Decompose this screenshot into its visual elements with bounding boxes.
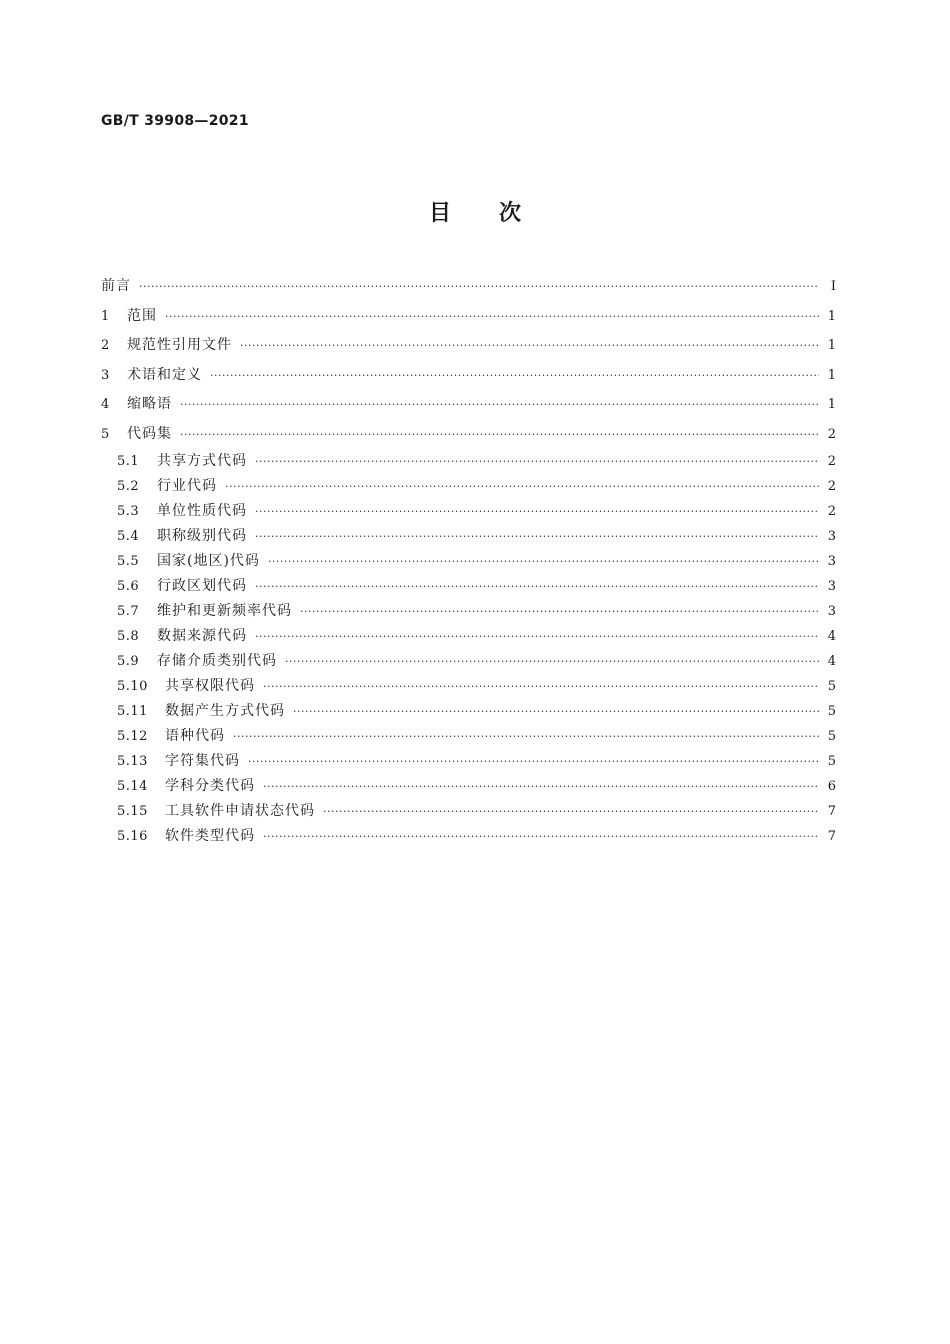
toc-entry-page: 4: [827, 629, 837, 644]
toc-entry-label: 共享权限代码: [165, 678, 255, 694]
standard-code: GB/T 39908—2021: [101, 113, 249, 129]
toc-entry-label: 数据来源代码: [157, 628, 247, 644]
dot-leader: [255, 624, 819, 649]
toc-entry-label: 学科分类代码: [165, 778, 255, 794]
toc-entry[interactable]: [101, 624, 837, 649]
toc-entry-number: 5.9: [117, 654, 140, 669]
toc-entry[interactable]: [101, 272, 837, 302]
toc-entry-page: 5: [827, 729, 837, 744]
dot-leader: [255, 574, 819, 599]
toc-entry-page: 1: [827, 367, 837, 383]
toc-entry-page: 5: [827, 679, 837, 694]
dot-leader: [180, 420, 819, 450]
toc-entry[interactable]: [101, 699, 837, 724]
dot-leader: [263, 774, 819, 799]
dot-leader: [233, 724, 819, 749]
toc-entry-page: 1: [827, 397, 837, 412]
toc-entry-label: 工具软件申请状态代码: [165, 803, 315, 819]
dot-leader: [240, 331, 819, 361]
toc-entry[interactable]: [101, 499, 837, 524]
toc-entry[interactable]: [101, 724, 837, 749]
toc-entry-label: 行政区划代码: [157, 578, 247, 594]
dot-leader: [210, 361, 819, 391]
toc-entry-number: 4: [101, 397, 110, 412]
toc-entry-page: 4: [827, 654, 837, 669]
toc-entry-label: 国家(地区)代码: [157, 553, 260, 569]
toc-entry-label: 字符集代码: [165, 753, 240, 769]
toc-entry-number: 5.16: [117, 829, 148, 844]
toc-entry-page: 7: [827, 804, 837, 819]
toc-entry[interactable]: [101, 524, 837, 549]
toc-entry[interactable]: [101, 749, 837, 774]
toc-entry-label: 语种代码: [165, 728, 225, 744]
toc-entry[interactable]: [101, 549, 837, 574]
toc-entry[interactable]: [101, 361, 837, 391]
dot-leader: [300, 599, 819, 624]
dot-leader: [268, 549, 819, 574]
toc-entry[interactable]: [101, 649, 837, 674]
toc-entry-page: 1: [827, 308, 837, 324]
toc-entry-number: 5.7: [117, 604, 140, 619]
toc-entry-number: 5.5: [117, 554, 140, 569]
toc-entry[interactable]: [101, 449, 837, 474]
toc-entry-page: 3: [827, 554, 837, 569]
dot-leader: [255, 449, 819, 474]
table-of-contents: [101, 272, 837, 849]
toc-entry-number: 5.12: [117, 729, 148, 744]
toc-entry-label: 维护和更新频率代码: [157, 603, 292, 619]
toc-entry[interactable]: [101, 599, 837, 624]
toc-entry-label: 职称级别代码: [157, 528, 247, 544]
dot-leader: [255, 499, 819, 524]
dot-leader: [139, 272, 819, 302]
toc-entry-page: 7: [827, 829, 837, 844]
toc-entry-label: 缩略语: [127, 396, 172, 412]
toc-entry-label: 存储介质类别代码: [157, 653, 277, 669]
toc-entry-number: 5.11: [117, 704, 148, 719]
toc-entry-label: 术语和定义: [127, 366, 202, 383]
dot-leader: [180, 390, 819, 420]
toc-entry-label: 前言: [101, 278, 131, 294]
toc-entry-page: 2: [827, 504, 837, 519]
toc-entry-number: 5.13: [117, 754, 148, 769]
toc-entry-label: 软件类型代码: [165, 828, 255, 844]
toc-entry-page: 2: [827, 454, 837, 469]
toc-entry[interactable]: [101, 774, 837, 799]
dot-leader: [255, 524, 819, 549]
toc-entry[interactable]: [101, 474, 837, 499]
dot-leader: [225, 474, 819, 499]
toc-entry-label: 行业代码: [157, 478, 217, 494]
toc-entry[interactable]: [101, 331, 837, 361]
toc-entry-number: 5.2: [117, 479, 140, 494]
toc-entry-label: 共享方式代码: [157, 453, 247, 469]
toc-entry-number: 5.3: [117, 504, 140, 519]
toc-entry[interactable]: [101, 799, 837, 824]
toc-entry-number: 5.15: [117, 804, 148, 819]
toc-entry-number: 5.10: [117, 679, 148, 694]
toc-entry[interactable]: [101, 674, 837, 699]
toc-entry-label: 范围: [127, 307, 157, 324]
dot-leader: [285, 649, 819, 674]
toc-entry-label: 规范性引用文件: [127, 337, 232, 353]
toc-entry[interactable]: [101, 574, 837, 599]
toc-entry-page: 5: [827, 754, 837, 769]
dot-leader: [248, 749, 819, 774]
toc-entry-page: 1: [827, 338, 837, 353]
toc-entry[interactable]: [101, 420, 837, 450]
toc-entry-number: 2: [101, 338, 110, 353]
toc-entry[interactable]: [101, 824, 837, 849]
toc-entry-number: 5.8: [117, 629, 140, 644]
toc-entry[interactable]: [101, 302, 837, 332]
toc-entry-page: 3: [827, 604, 837, 619]
toc-entry-page: Ⅰ: [830, 279, 837, 294]
dot-leader: [323, 799, 819, 824]
toc-entry-label: 数据产生方式代码: [165, 703, 285, 719]
toc-entry-number: 5: [101, 426, 110, 442]
dot-leader: [165, 302, 819, 332]
toc-entry-number: 5.4: [117, 529, 140, 544]
dot-leader: [263, 824, 819, 849]
dot-leader: [293, 699, 819, 724]
toc-entry-label: 单位性质代码: [157, 503, 247, 519]
toc-entry-page: 2: [827, 426, 837, 442]
toc-entry-label: 代码集: [127, 425, 172, 442]
toc-entry-page: 3: [827, 579, 837, 594]
toc-entry-number: 5.6: [117, 579, 140, 594]
toc-entry-page: 2: [827, 479, 837, 494]
toc-entry-number: 1: [101, 308, 110, 324]
toc-title: 目次: [428, 201, 569, 226]
toc-entry-page: 3: [827, 529, 837, 544]
toc-entry[interactable]: [101, 390, 837, 420]
toc-entry-number: 3: [101, 367, 110, 383]
dot-leader: [263, 674, 819, 699]
toc-entry-number: 5.14: [117, 779, 148, 794]
toc-entry-number: 5.1: [117, 454, 140, 469]
toc-entry-page: 5: [827, 704, 837, 719]
toc-entry-page: 6: [827, 779, 837, 794]
